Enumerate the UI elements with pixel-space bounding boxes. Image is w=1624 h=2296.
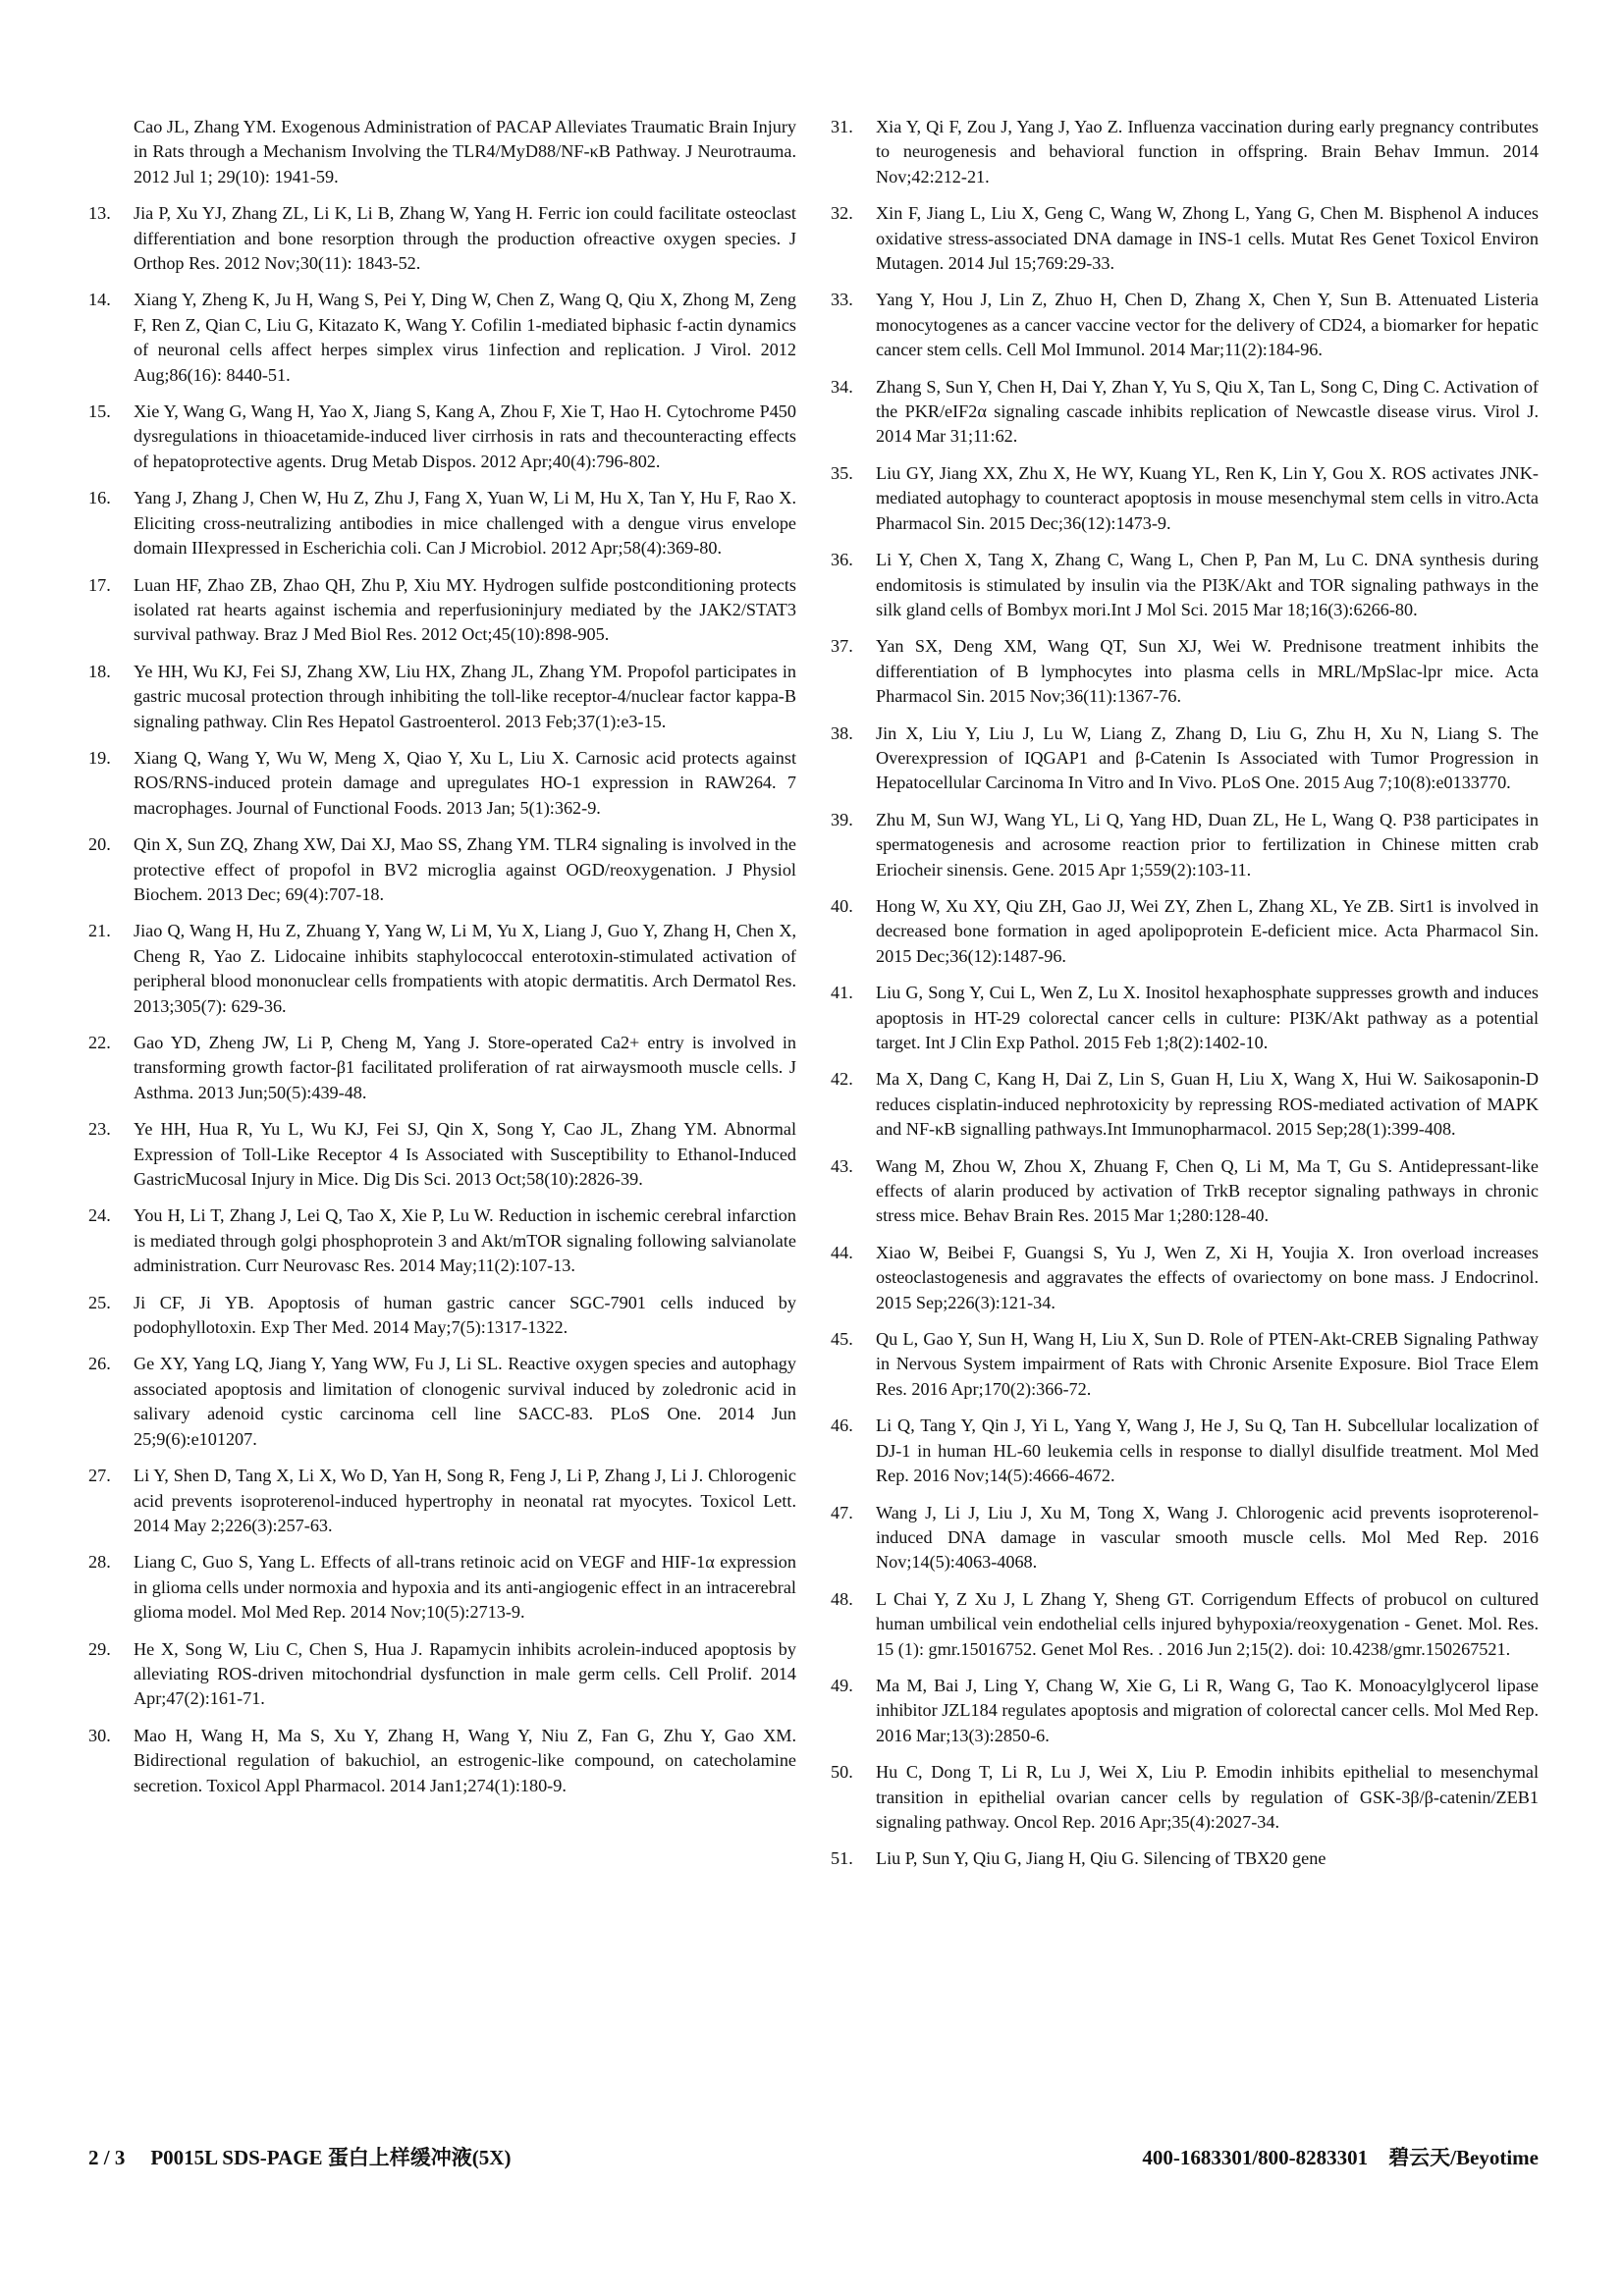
page-number: 2 / 3 (88, 2146, 126, 2169)
reference-text: Li Q, Tang Y, Qin J, Yi L, Yang Y, Wang J, He J, Su Q, Tan H. Subcellular localization of DJ-1 in human HL-60 leukemia cells in response to diallyl disulfide treatment. Mol Med Rep. 2016 Nov;14(5):4666-4672. (876, 1415, 1539, 1486)
reference-text: Mao H, Wang H, Ma S, Xu Y, Zhang H, Wang Y, Niu Z, Fan G, Zhu Y, Gao XM. Bidirectional regulation of bakuchiol, an estrogenic-like compound, on catecholamine secretion. Toxicol Appl Pharmacol. 2014 Jan1;274(1):180-9. (134, 1725, 796, 1795)
reference-entry (831, 375, 1539, 450)
reference-number: 33. (831, 290, 853, 310)
reference-text: Xia Y, Qi F, Zou J, Yang J, Yao Z. Influenza vaccination during early pregnancy contributes to neurogenesis and behavioral function in offspring. Brain Behav Immun. 2014 Nov;42:212-21. (876, 117, 1539, 187)
reference-number: 26. (88, 1354, 111, 1374)
reference-number: 32. (831, 203, 853, 224)
reference-number: 43. (831, 1155, 853, 1176)
reference-number: 35. (831, 462, 853, 483)
reference-text: Yang Y, Hou J, Lin Z, Zhuo H, Chen D, Zhang X, Chen Y, Sun B. Attenuated Listeria monocytogenes as a cancer vaccine vector for the delivery of CD24, a biomarker for hepatic cancer stem cells. Cell Mol Immunol. 2014 Mar;11(2):184-96. (876, 290, 1539, 360)
reference-number: 34. (831, 376, 853, 397)
reference-entry (88, 400, 796, 474)
reference-number: 31. (831, 117, 853, 136)
reference-entry (88, 486, 796, 561)
reference-text: Xiang Q, Wang Y, Wu W, Meng X, Qiao Y, Xu L, Liu X. Carnosic acid protects against ROS/RNS-induced protein damage and upregulates HO-1 expression in RAW264. 7 macrophages. Journal of Functional Foods. 2013 Jan; 5(1):362-9. (134, 747, 796, 818)
reference-entry (88, 115, 796, 189)
product-name: P0015L SDS-PAGE 蛋白上样缓冲液(5X) (150, 2146, 512, 2169)
reference-number: 46. (831, 1415, 853, 1436)
reference-text: Jia P, Xu YJ, Zhang ZL, Li K, Li B, Zhang W, Yang H. Ferric ion could facilitate osteoclast differentiation and bone resorption through the production ofreactive oxygen species. J Orthop Res. 2012 Nov;30(11): 1843-52. (134, 203, 796, 274)
reference-entry (831, 634, 1539, 709)
reference-entry (88, 1637, 796, 1712)
reference-number: 13. (88, 203, 111, 224)
reference-text: Ye HH, Hua R, Yu L, Wu KJ, Fei SJ, Qin X, Song Y, Cao JL, Zhang YM. Abnormal Expression of Toll-Like Receptor 4 Is Associated with Susceptibility to Ethanol-Induced GastricMucosal Injury in Mice. Dig Dis Sci. 2013 Oct;58(10):2826-39. (134, 1119, 796, 1190)
reference-entry (88, 1203, 796, 1278)
reference-entry (831, 548, 1539, 622)
reference-entry (88, 1550, 796, 1625)
reference-number: 18. (88, 661, 111, 681)
footer-right (1142, 2144, 1539, 2171)
reference-text: He X, Song W, Liu C, Chen S, Hua J. Rapamycin inhibits acrolein-induced apoptosis by alleviating ROS-driven mitochondrial dysfunction in male germ cells. Cell Prolif. 2014 Apr;47(2):161-71. (134, 1638, 796, 1709)
reference-number: 28. (88, 1552, 111, 1573)
references-left-column (88, 115, 796, 1810)
reference-text: L Chai Y, Z Xu J, L Zhang Y, Sheng GT. Corrigendum Effects of probucol on cultured human umbilical vein endothelial cells injured byhypoxia/reoxygenation - Genet. Mol. Res. 15 (1): gmr.15016752. Genet Mol Res. . 2016 Jun 2;15(2). doi: 10.4238/gmr.150267521. (876, 1588, 1539, 1659)
reference-text: Xiang Y, Zheng K, Ju H, Wang S, Pei Y, Ding W, Chen Z, Wang Q, Qiu X, Zhong M, Zeng F, Ren Z, Qian C, Liu G, Kitazato K, Wang Y. Cofilin 1-mediated biphasic f-actin dynamics of neuronal cells affect herpes simplex virus 1infection and replication. J Virol. 2012 Aug;86(16): 8440-51. (134, 290, 796, 385)
reference-entry (831, 721, 1539, 796)
reference-entry (88, 832, 796, 907)
reference-entry (831, 201, 1539, 276)
reference-text: Xie Y, Wang G, Wang H, Yao X, Jiang S, Kang A, Zhou F, Xie T, Hao H. Cytochrome P450 dysregulations in thioacetamide-induced liver cirrhosis in rats and thecounteracting effects of hepatoprotective agents. Drug Metab Dispos. 2012 Apr;40(4):796-802. (134, 401, 796, 471)
reference-number: 24. (88, 1205, 111, 1226)
reference-text: Gao YD, Zheng JW, Li P, Cheng M, Yang J. Store-operated Ca2+ entry is involved in transforming growth factor-β1 facilitated proliferation of rat airwaysmooth muscle cells. J Asthma. 2013 Jun;50(5):439-48. (134, 1033, 796, 1102)
references-right-column (831, 115, 1539, 1884)
reference-entry (88, 1031, 796, 1105)
reference-text: Zhu M, Sun WJ, Wang YL, Li Q, Yang HD, Duan ZL, He L, Wang Q. P38 participates in spermatogenesis and acrosome reaction prior to fertilization in Chinese mitten crab Eriocheir sinensis. Gene. 2015 Apr 1;559(2):103-11. (876, 809, 1539, 880)
reference-number: 49. (831, 1675, 853, 1695)
reference-number: 15. (88, 401, 111, 422)
reference-text: Hu C, Dong T, Li R, Lu J, Wei X, Liu P. Emodin inhibits epithelial to mesenchymal transition in epithelial ovarian cancer cells by regulation of GSK-3β/β-catenin/ZEB1 signaling pathway. Oncol Rep. 2016 Apr;35(4):2027-34. (876, 1762, 1539, 1832)
reference-number: 30. (88, 1725, 111, 1745)
reference-number: 41. (831, 983, 853, 1003)
reference-text: Luan HF, Zhao ZB, Zhao QH, Zhu P, Xiu MY. Hydrogen sulfide postconditioning protects isolated rat hearts against ischemia and reperfusioninjury mediated by the JAK2/STAT3 survival pathway. Braz J Med Biol Res. 2012 Oct;45(10):898-905. (134, 574, 796, 645)
reference-number: 25. (88, 1292, 111, 1312)
reference-entry (831, 1154, 1539, 1229)
reference-text: Yan SX, Deng XM, Wang QT, Sun XJ, Wei W. Prednisone treatment inhibits the differentiation of B lymphocytes into plasma cells in MRL/MpSlac-lpr mice. Acta Pharmacol Sin. 2015 Nov;36(11):1367-76. (876, 636, 1539, 707)
reference-entry (88, 288, 796, 388)
reference-number: 27. (88, 1466, 111, 1486)
reference-entry (831, 981, 1539, 1055)
reference-text: Liu P, Sun Y, Qiu G, Jiang H, Qiu G. Silencing of TBX20 gene (876, 1848, 1326, 1869)
reference-entry (831, 1846, 1539, 1871)
reference-number: 39. (831, 809, 853, 829)
reference-text: Yang J, Zhang J, Chen W, Hu Z, Zhu J, Fang X, Yuan W, Li M, Hu X, Tan Y, Hu F, Rao X. Eliciting cross-neutralizing antibodies in mice challenged with a dengue virus envelope domain IIIexpressed in Escherichia coli. Can J Microbiol. 2012 Apr;58(4):369-80. (134, 488, 796, 559)
reference-entry (831, 1760, 1539, 1835)
footer-left (88, 2144, 511, 2171)
reference-number: 37. (831, 636, 853, 657)
reference-text: Wang J, Li J, Liu J, Xu M, Tong X, Wang J. Chlorogenic acid prevents isoproterenol-induced DNA damage in vascular smooth muscle cells. Mol Med Rep. 2016 Nov;14(5):4063-4068. (876, 1502, 1539, 1573)
reference-entry (831, 1414, 1539, 1488)
reference-entry (831, 1241, 1539, 1315)
reference-text: Zhang S, Sun Y, Chen H, Dai Y, Zhan Y, Yu S, Qiu X, Tan L, Song C, Ding C. Activation of the PKR/eIF2α signaling cascade inhibits replication of Newcastle disease virus. Virol J. 2014 Mar 31;11:62. (876, 376, 1539, 447)
reference-text: Liu GY, Jiang XX, Zhu X, He WY, Kuang YL, Ren K, Lin Y, Gou X. ROS activates JNK-mediated autophagy to counteract apoptosis in mouse mesenchymal stem cells in vitro.Acta Pharmacol Sin. 2015 Dec;36(12):1473-9. (876, 462, 1539, 533)
reference-number: 16. (88, 488, 111, 508)
reference-number: 21. (88, 921, 111, 941)
reference-entry (831, 1327, 1539, 1402)
reference-number: 20. (88, 834, 111, 855)
reference-text: Ma M, Bai J, Ling Y, Chang W, Xie G, Li R, Wang G, Tao K. Monoacylglycerol lipase inhibitor JZL184 regulates apoptosis and migration of colorectal cancer cells. Mol Med Rep. 2016 Mar;13(3):2850-6. (876, 1675, 1539, 1745)
reference-entry (88, 573, 796, 648)
reference-text: Li Y, Shen D, Tang X, Li X, Wo D, Yan H, Song R, Feng J, Li P, Zhang J, Li J. Chlorogenic acid prevents isoproterenol-induced hypertrophy in neonatal rat myocytes. Toxicol Lett. 2014 May 2;226(3):257-63. (134, 1466, 796, 1535)
reference-text: Jin X, Liu Y, Liu J, Lu W, Liang Z, Zhang D, Liu G, Zhu H, Xu N, Liang S. The Overexpression of IQGAP1 and β-Catenin Is Associated with Tumor Progression in Hepatocellular Carcinoma In Vitro and In Vivo. PLoS One. 2015 Aug 7;10(8):e0133770. (876, 722, 1539, 793)
reference-text: Ma X, Dang C, Kang H, Dai Z, Lin S, Guan H, Liu X, Wang X, Hui W. Saikosaponin-D reduces cisplatin-induced nephrotoxicity by repressing ROS-mediated activation of MAPK and NF-κB signalling pathways.Int Immunopharmacol. 2015 Sep;28(1):399-408. (876, 1069, 1539, 1140)
reference-number: 51. (831, 1848, 853, 1869)
reference-entry (831, 461, 1539, 536)
reference-number: 42. (831, 1069, 853, 1090)
reference-text: Xin F, Jiang L, Liu X, Geng C, Wang W, Zhong L, Yang G, Chen M. Bisphenol A induces oxidative stress-associated DNA damage in INS-1 cells. Mutat Res Genet Toxicol Environ Mutagen. 2014 Jul 15;769:29-33. (876, 203, 1539, 274)
brand-name: 碧云天/Beyotime (1388, 2146, 1539, 2169)
reference-number: 22. (88, 1033, 111, 1052)
reference-number: 45. (831, 1329, 853, 1350)
reference-text: Li Y, Chen X, Tang X, Zhang C, Wang L, Chen P, Pan M, Lu C. DNA synthesis during endomitosis is stimulated by insulin via the PI3K/Akt and TOR signaling pathways in the silk gland cells of Bombyx mori.Int J Mol Sci. 2015 Mar 18;16(3):6266-80. (876, 550, 1539, 619)
reference-entry (88, 746, 796, 821)
reference-entry (88, 1464, 796, 1538)
reference-text: Wang M, Zhou W, Zhou X, Zhuang F, Chen Q, Li M, Ma T, Gu S. Antidepressant-like effects of alarin produced by activation of TrkB receptor signaling pathways in chronic stress mice. Behav Brain Res. 2015 Mar 1;280:128-40. (876, 1155, 1539, 1226)
reference-number: 40. (831, 895, 853, 916)
reference-text: Liang C, Guo S, Yang L. Effects of all-trans retinoic acid on VEGF and HIF-1α expression in glioma cells under normoxia and hypoxia and its anti-angiogenic effect in an intracerebral glioma model. Mol Med Rep. 2014 Nov;10(5):2713-9. (134, 1552, 796, 1623)
reference-entry (88, 1352, 796, 1452)
reference-entry (88, 919, 796, 1019)
reference-number: 50. (831, 1762, 853, 1783)
reference-text: Hong W, Xu XY, Qiu ZH, Gao JJ, Wei ZY, Zhen L, Zhang XL, Ye ZB. Sirt1 is involved in decreased bone formation in aged apolipoprotein E-deficient mice. Acta Pharmacol Sin. 2015 Dec;36(12):1487-96. (876, 895, 1539, 966)
reference-text: You H, Li T, Zhang J, Lei Q, Tao X, Xie P, Lu W. Reduction in ischemic cerebral infarction is mediated through golgi phosphoprotein 3 and Akt/mTOR signaling following salvianolate administration. Curr Neurovasc Res. 2014 May;11(2):107-13. (134, 1205, 796, 1276)
reference-number: 23. (88, 1119, 111, 1140)
reference-entry (88, 1291, 796, 1341)
reference-entry (831, 1674, 1539, 1748)
reference-number: 29. (88, 1638, 111, 1659)
reference-entry (831, 1067, 1539, 1142)
reference-entry (831, 115, 1539, 189)
reference-number: 14. (88, 290, 111, 310)
reference-entry (88, 1724, 796, 1798)
reference-number: 47. (831, 1502, 853, 1522)
reference-text: Liu G, Song Y, Cui L, Wen Z, Lu X. Inositol hexaphosphate suppresses growth and induces apoptosis in HT-29 colorectal cancer cells in culture: PI3K/Akt pathway as a potential target. Int J Clin Exp Pathol. 2015 Feb 1;8(2):1402-10. (876, 983, 1539, 1052)
reference-number: 19. (88, 747, 111, 768)
reference-number: 44. (831, 1242, 853, 1262)
reference-number: 17. (88, 574, 111, 595)
reference-number: 48. (831, 1588, 853, 1609)
phone-numbers: 400-1683301/800-8283301 (1142, 2146, 1369, 2169)
reference-text: Cao JL, Zhang YM. Exogenous Administration of PACAP Alleviates Traumatic Brain Injury in Rats through a Mechanism Involving the TLR4/MyD88/NF-κB Pathway. J Neurotrauma. 2012 Jul 1; 29(10): 1941-59. (134, 117, 796, 187)
reference-entry (88, 660, 796, 734)
reference-text: Qu L, Gao Y, Sun H, Wang H, Liu X, Sun D. Role of PTEN-Akt-CREB Signaling Pathway in Nervous System impairment of Rats with Chronic Arsenite Exposure. Biol Trace Elem Res. 2016 Apr;170(2):366-72. (876, 1329, 1539, 1399)
reference-number: 36. (831, 550, 853, 570)
reference-entry (831, 288, 1539, 362)
reference-entry (88, 1117, 796, 1192)
reference-number: 38. (831, 722, 853, 743)
reference-entry (831, 1501, 1539, 1575)
reference-text: Jiao Q, Wang H, Hu Z, Zhuang Y, Yang W, Li M, Yu X, Liang J, Guo Y, Zhang H, Chen X, Cheng R, Yao Z. Lidocaine inhibits staphylococcal enterotoxin-stimulated activation of peripheral blood mononuclear cells frompatients with atopic dermatitis. Arch Dermatol Res. 2013;305(7): 629-36. (134, 921, 796, 1016)
reference-text: Ye HH, Wu KJ, Fei SJ, Zhang XW, Liu HX, Zhang JL, Zhang YM. Propofol participates in gastric mucosal protection through inhibiting the toll-like receptor-4/nuclear factor kappa-B signaling pathway. Clin Res Hepatol Gastroenterol. 2013 Feb;37(1):e3-15. (134, 661, 796, 731)
reference-text: Xiao W, Beibei F, Guangsi S, Yu J, Wen Z, Xi H, Youjia X. Iron overload increases osteoclastogenesis and aggravates the effects of ovariectomy on bone mass. J Endocrinol. 2015 Sep;226(3):121-34. (876, 1242, 1539, 1312)
reference-entry (831, 1587, 1539, 1662)
reference-text: Ge XY, Yang LQ, Jiang Y, Yang WW, Fu J, Li SL. Reactive oxygen species and autophagy associated apoptosis and limitation of clonogenic survival induced by zoledronic acid in salivary adenoid cystic carcinoma cell line SACC-83. PLoS One. 2014 Jun 25;9(6):e101207. (134, 1354, 796, 1449)
reference-text: Qin X, Sun ZQ, Zhang XW, Dai XJ, Mao SS, Zhang YM. TLR4 signaling is involved in the protective effect of propofol in BV2 microglia against OGD/reoxygenation. J Physiol Biochem. 2013 Dec; 69(4):707-18. (134, 834, 796, 904)
reference-entry (831, 808, 1539, 882)
reference-entry (88, 201, 796, 276)
reference-text: Ji CF, Ji YB. Apoptosis of human gastric cancer SGC-7901 cells induced by podophyllotoxin. Exp Ther Med. 2014 May;7(5):1317-1322. (134, 1292, 796, 1338)
reference-entry (831, 894, 1539, 969)
